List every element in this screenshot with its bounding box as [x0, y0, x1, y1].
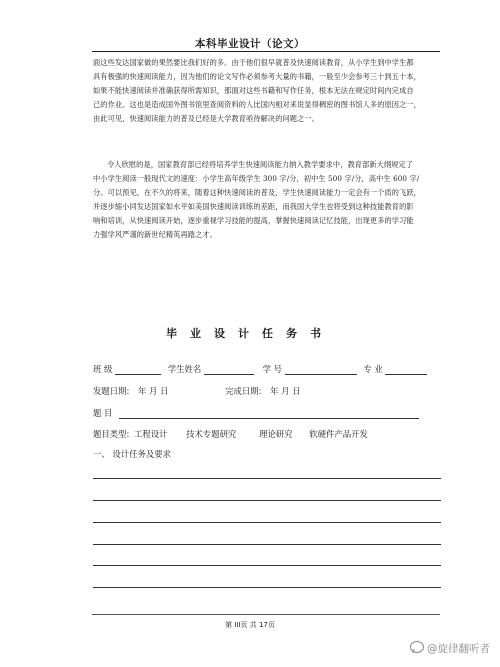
paragraph-2-line: 力强学风严谨的新世纪精英再踏之才。: [93, 230, 217, 240]
paragraph-1-line: 由此可见，快速阅读能力的普及已经是大学教育亟待解决的问题之一。: [93, 114, 319, 124]
writing-line[interactable]: [93, 587, 441, 588]
major-field[interactable]: [385, 365, 427, 375]
writing-line[interactable]: [93, 565, 441, 566]
class-field[interactable]: [115, 365, 161, 375]
issue-date-label: 发题日期:: [93, 386, 130, 396]
writing-line[interactable]: [93, 478, 441, 479]
paragraph-2-line: 并逐步缩小同发达国家如水平如美国快速阅读训练的差距，而我国大学生也将受到这种技能教育的影: [93, 202, 414, 212]
paragraph-2-line: 响和培训，从快速阅读开始，逐步重视学习技能的提高，掌握快速阅读记忆技能，出现更多的学习能: [93, 216, 414, 226]
student-name-label: 学生姓名: [167, 364, 202, 374]
student-name-field[interactable]: [204, 365, 254, 375]
header-title: 本科毕业设计（论文）: [195, 38, 305, 50]
class-label: 班 级: [93, 364, 113, 374]
header-rule: [92, 51, 440, 52]
watermark: [410, 641, 490, 656]
paragraph-2-line: 分。可以预见，在不久的将来，随着这种快速阅读的普及，学生快速阅读能力一定会有一个质的飞跃，: [93, 188, 421, 198]
major-label: 专 业: [363, 364, 383, 374]
paragraph-2: [93, 158, 440, 243]
topic-type-label: 题目类型:: [93, 429, 130, 439]
topic-type-row: [93, 428, 368, 440]
writing-line[interactable]: [93, 544, 441, 545]
completion-date-field[interactable]: 年 月 日: [270, 386, 301, 396]
date-row: [93, 385, 301, 397]
student-info-row: [93, 363, 427, 375]
writing-line[interactable]: [93, 500, 441, 501]
speech-bubble-icon: [410, 641, 424, 653]
paragraph-1: [93, 56, 440, 126]
topic-field[interactable]: [119, 409, 419, 419]
paragraph-2-line: 中小学生阅读一般现代文的速度：小学生高年级学生 300 字/分，初中生 500 字/分，高中生 600 字/: [93, 174, 420, 184]
page-number: 第 III页 共 17页: [225, 621, 275, 629]
paragraph-1-line: 己的作业。这也是造成国外图书馆里查阅资料的人比国内相对来说显得稠密的图书馆人多的原因之一，: [93, 100, 421, 110]
footer-rule: [92, 614, 440, 615]
issue-date-field[interactable]: 年 月 日: [138, 386, 169, 396]
student-id-field[interactable]: [285, 365, 357, 375]
paragraph-2-line: 令人欣慰的是，国家教育部已经将培养学生快速阅读能力纳入教学要求中，教育部新大纲规定了: [107, 160, 414, 169]
paragraph-1-line: 面这些发达国家做的果然要比我们好的多。由于他们很早就普及快速阅读教育，从小学生到中学生都: [93, 58, 414, 67]
paragraph-1-line: 具有极强的快速阅读能力，因为他们的论文写作必须参考大量的书籍，一般至少会参考三十到五十本，: [93, 72, 421, 82]
topic-type-product-dev[interactable]: 软硬件产品开发: [309, 429, 368, 439]
watermark-text: @旋律翻听者: [427, 643, 490, 655]
section-1-heading: 一、 设计任务及要求: [93, 449, 172, 459]
topic-type-technical-study[interactable]: 技术专题研究: [186, 429, 237, 439]
paragraph-1-line: 如果不能快速阅读并准确获得所需知识，那面对这些书籍和写作任务，根本无法在规定时间内完成自: [93, 86, 414, 96]
topic-label: 题 目: [93, 408, 113, 418]
completion-date-label: 完成日期:: [225, 386, 262, 396]
student-id-label: 学 号: [262, 364, 283, 374]
topic-row: [93, 407, 419, 419]
writing-line[interactable]: [93, 522, 441, 523]
task-book-title: 毕业设计任务书: [166, 327, 334, 340]
topic-type-engineering[interactable]: 工程设计: [134, 429, 168, 439]
topic-type-theory[interactable]: 理论研究: [259, 429, 293, 439]
